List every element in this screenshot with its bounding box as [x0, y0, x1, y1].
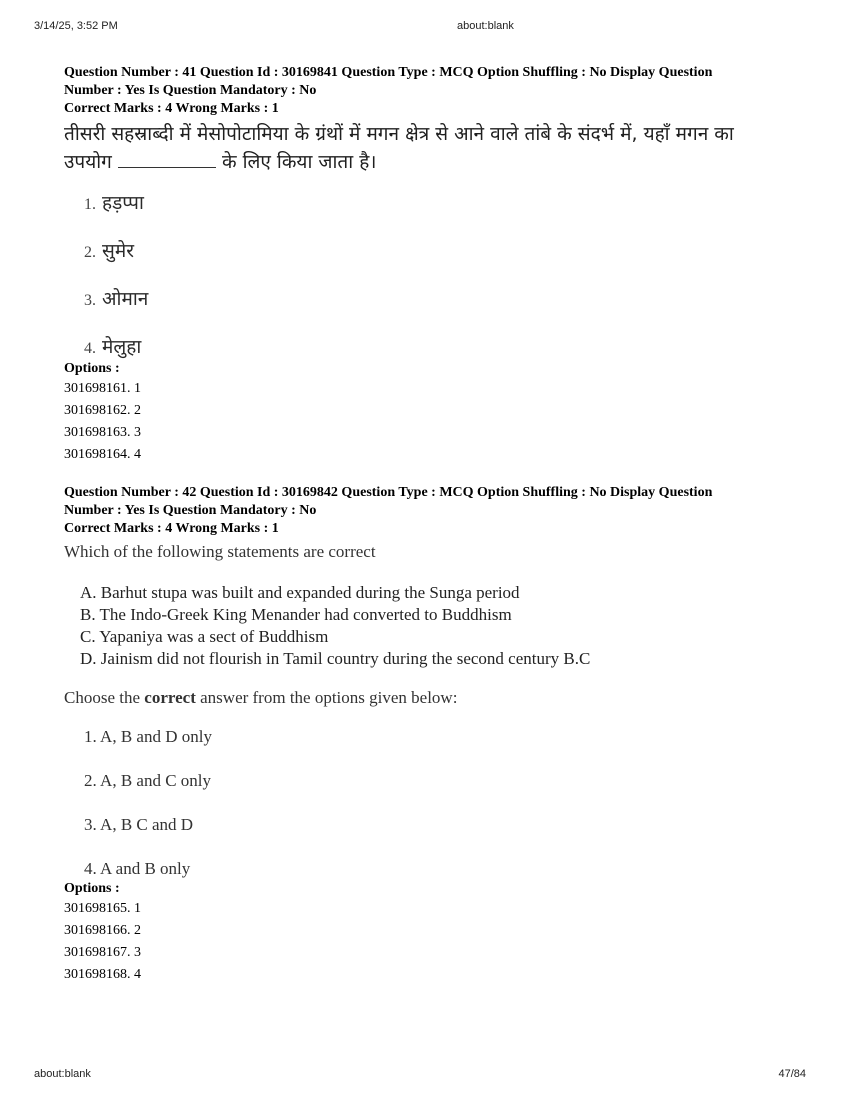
question-stem: Which of the following statements are correct: [64, 542, 376, 561]
question-marks: Correct Marks : 4 Wrong Marks : 1: [64, 521, 279, 536]
option-id: 301698168. 4: [64, 967, 141, 982]
answer-blank: [118, 153, 216, 168]
question-meta: [64, 64, 784, 118]
options-label: Options :: [64, 361, 120, 376]
statement-item: D. Jainism did not flourish in Tamil country during the second century B.C: [80, 649, 591, 668]
question-meta-line: Question Number : 41 Question Id : 30169841 Question Type : MCQ Option Shuffling : No Display Question: [64, 65, 713, 80]
question-stem-line: उपयोग के लिए किया जाता है।: [64, 151, 377, 173]
choice-item: 1. हड़प्पा: [84, 192, 144, 214]
option-id-list: [64, 898, 784, 986]
statement-list: [64, 582, 784, 670]
question-meta-line: Number : Yes Is Question Mandatory : No: [64, 83, 317, 98]
choice-item: 4. A and B only: [84, 859, 191, 878]
print-datetime: 3/14/25, 3:52 PM: [34, 20, 118, 32]
choice-list: [64, 190, 784, 360]
question-meta: [64, 484, 784, 538]
question-stem-line: तीसरी सहस्राब्दी में मेसोपोटामिया के ग्रंथों में मगन क्षेत्र से आने वाले तांबे के संदर्भ में, यहाँ मगन का: [64, 123, 734, 145]
option-id: 301698164. 4: [64, 447, 141, 462]
option-id: 301698167. 3: [64, 945, 141, 960]
choice-item: 2. सुमेर: [84, 240, 135, 262]
option-id: 301698165. 1: [64, 901, 141, 916]
question-stem: [64, 120, 769, 176]
option-id-list: [64, 378, 784, 466]
option-id: 301698163. 3: [64, 425, 141, 440]
statement-item: A. Barhut stupa was built and expanded during the Sunga period: [80, 583, 520, 602]
question-42: [64, 484, 784, 986]
print-title: about:blank: [457, 20, 514, 32]
print-footer-url: about:blank: [34, 1068, 91, 1080]
choice-item: 2. A, B and C only: [84, 771, 212, 790]
question-41: [64, 64, 784, 466]
choice-item: 3. ओमान: [84, 288, 149, 310]
print-header: [0, 20, 850, 34]
choice-list: [64, 726, 784, 880]
document-page: [64, 64, 784, 986]
choice-item: 1. A, B and D only: [84, 727, 212, 746]
options-label: Options :: [64, 881, 120, 896]
statement-item: B. The Indo-Greek King Menander had converted to Buddhism: [80, 605, 512, 624]
choice-item: 3. A, B C and D: [84, 815, 194, 834]
choice-item: 4. मेलुहा: [84, 336, 142, 358]
statement-item: C. Yapaniya was a sect of Buddhism: [80, 627, 329, 646]
option-id: 301698166. 2: [64, 923, 141, 938]
option-id: 301698161. 1: [64, 381, 141, 396]
question-meta-line: Question Number : 42 Question Id : 30169842 Question Type : MCQ Option Shuffling : No Display Question: [64, 485, 713, 500]
question-meta-line: Number : Yes Is Question Mandatory : No: [64, 503, 317, 518]
option-id: 301698162. 2: [64, 403, 141, 418]
question-marks: Correct Marks : 4 Wrong Marks : 1: [64, 101, 279, 116]
page-counter: 47/84: [778, 1068, 806, 1080]
instruction-text: Choose the correct answer from the options given below:: [64, 688, 458, 707]
print-footer: [0, 1068, 850, 1082]
